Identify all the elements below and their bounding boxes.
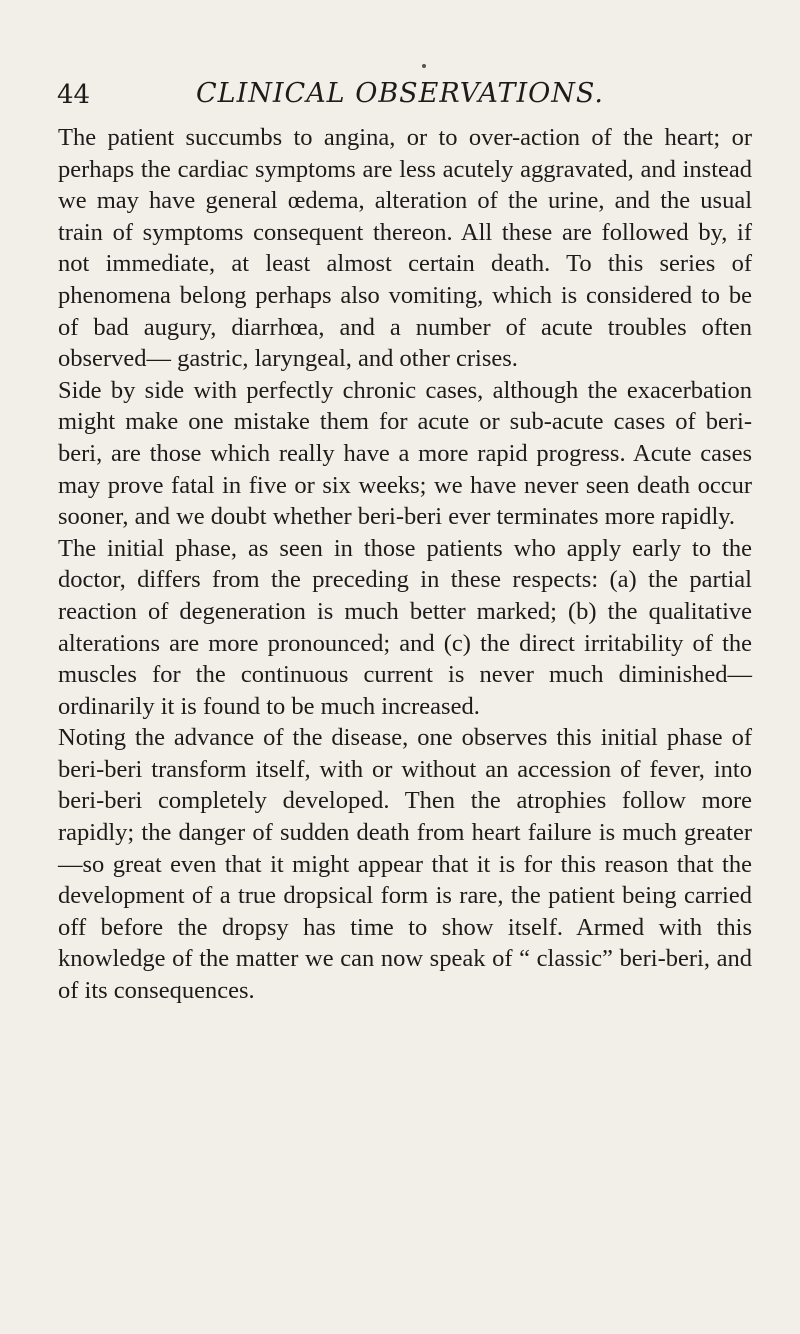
body-text [58,122,752,1007]
paragraph: Side by side with perfectly chronic cases, although the exacerbation might make one mistake them for acute or sub-acute cases of beri-beri, are those which really have a more rapid progress. Acute cases may prove fatal in five or six weeks; we have never seen death occur sooner, and we doubt whether beri-beri ever terminates more rapidly. [58,376,752,531]
paragraph: The initial phase, as seen in those patients who apply early to the doctor, differs from the preceding in these respects: (a) the partial reaction of degeneration is much better marked; (b) the qualitative alterations are more pronounced; and (c) the direct irritability of the muscles for the continuous current is never much diminished—ordinarily it is found to be much increased. [58,534,752,720]
page-number: 44 [57,80,91,110]
paragraph: Noting the advance of the disease, one observes this initial phase of beri-beri transform itself, with or without an accession of fever, into beri-beri completely developed. Then the atrophies follow more rapidly; the danger of sudden death from heart failure is much greater—so great even that it might appear that it is for this reason that the development of a true dropsical form is rare, the patient being carried off before the dropsy has time to show itself. Armed with this knowledge of the matter we can now speak of “ classic” beri-beri, and of its consequences. [58,724,752,1005]
printer-mark [422,64,426,68]
paragraph: The patient succumbs to angina, or to over-action of the heart; or perhaps the cardiac symptoms are less acutely aggravated, and instead we may have general œdema, alteration of the urine, and the usual train of symptoms consequent thereon. All these are followed by, if not immediate, at least almost certain death. To this series of phenomena belong perhaps also vomiting, which is considered to be of bad augury, diarrhœa, and a number of acute troubles often observed— gastric, laryngeal, and other crises. [58,124,752,373]
running-head: CLINICAL OBSERVATIONS. [195,78,604,109]
